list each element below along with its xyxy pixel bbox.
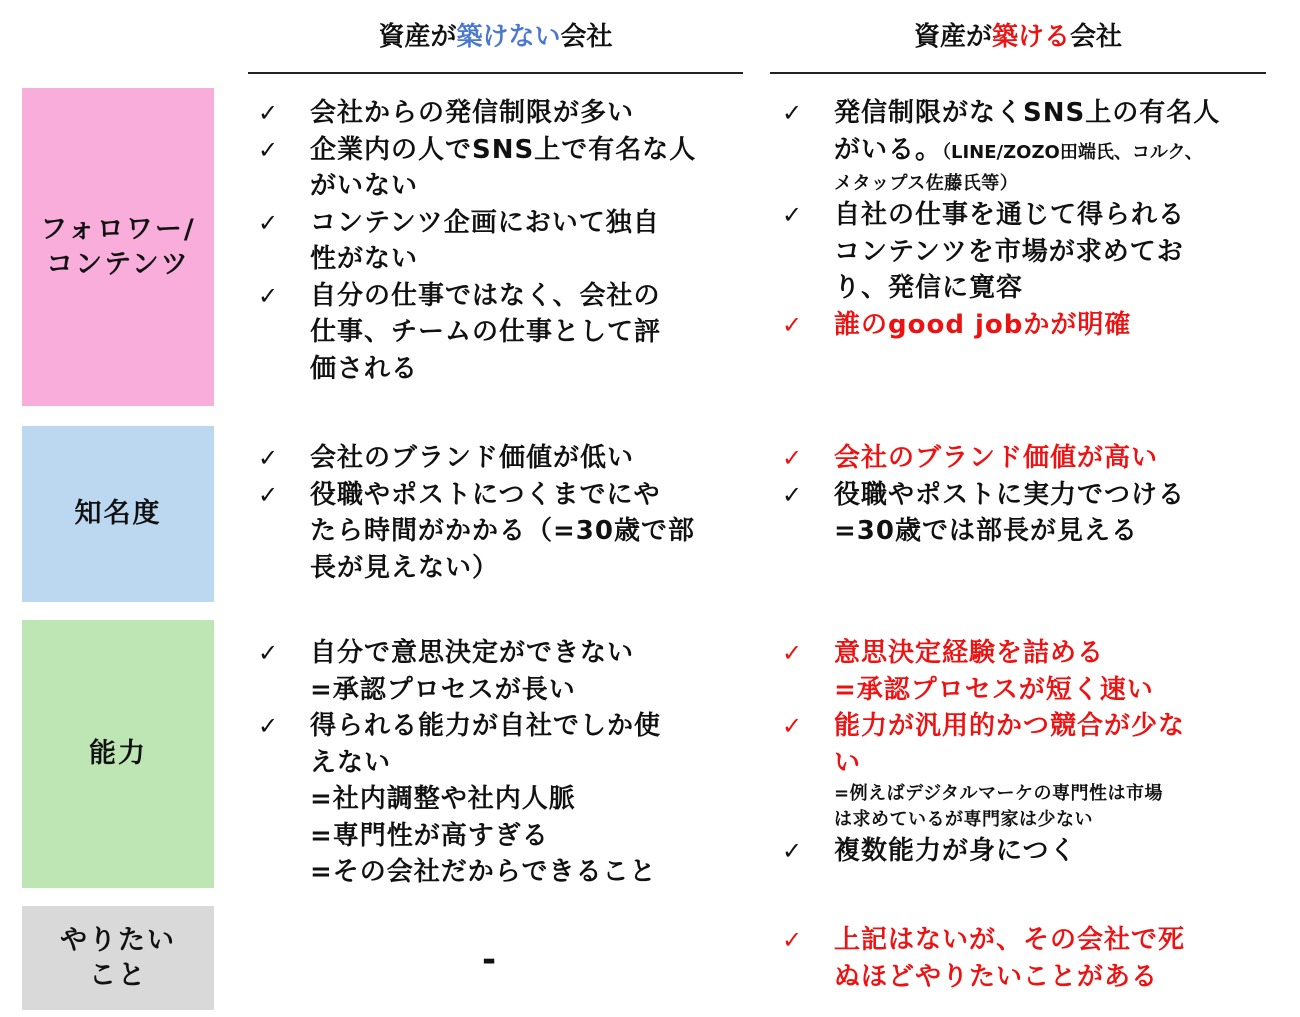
row4-left-dash: - <box>482 940 497 980</box>
header-right-rule <box>770 72 1266 74</box>
list-item <box>258 708 738 891</box>
item-text: 誰のgood jobかが明確 <box>834 309 1132 340</box>
check-icon: ✓ <box>782 99 803 127</box>
item-text: 複数能力が身につく <box>834 836 1077 866</box>
row3-left-list <box>258 635 738 891</box>
header-right-suffix: 会社 <box>1070 22 1123 52</box>
item-text: 得られる能力が自社でしか使 えない =社内調整や社内人脈 =専門性が高すぎる =その会社だからできること <box>310 711 662 887</box>
check-icon: ✓ <box>258 639 279 667</box>
check-icon: ✓ <box>782 444 803 472</box>
header-right-highlight: 築ける <box>991 22 1070 52</box>
list-item <box>782 833 1272 870</box>
list-item-highlighted <box>782 307 1272 344</box>
check-icon: ✓ <box>258 135 279 164</box>
row-label-ability: 能力 <box>22 620 214 888</box>
header-left-prefix: 資産が <box>378 22 457 52</box>
check-icon: ✓ <box>258 444 279 472</box>
item-text: コンテンツ企画において独自 性がない <box>310 207 660 274</box>
item-text: 発信制限がなくSNS上の有名人 がいる。 <box>834 98 1221 165</box>
check-icon: ✓ <box>258 99 279 127</box>
list-item-highlighted <box>782 708 1272 833</box>
row-label-followers-contents: フォロワー/ コンテンツ <box>22 88 214 406</box>
header-left-rule <box>248 72 743 74</box>
header-build-assets <box>770 16 1266 53</box>
check-icon: ✓ <box>782 639 803 667</box>
row-label-recognition: 知名度 <box>22 426 214 602</box>
check-icon: ✓ <box>782 310 803 339</box>
check-icon: ✓ <box>258 281 279 310</box>
row-label-want-to-do: やりたい こと <box>22 906 214 1010</box>
item-note: （LINE/ZOZO田端氏、コルク、 <box>942 141 1203 163</box>
list-item <box>782 95 1272 197</box>
item-text: 意思決定経験を詰める =承認プロセスが短く速い <box>834 638 1154 705</box>
check-icon: ✓ <box>258 480 279 509</box>
header-left-suffix: 会社 <box>560 22 613 52</box>
item-note-continued: メタップス佐藤氏等） <box>834 173 1019 194</box>
item-text: 上記はないが、その会社で死 ぬほどやりたいことがある <box>834 925 1186 992</box>
item-text: 自分の仕事ではなく、会社の 仕事、チームの仕事として評 価される <box>310 280 662 384</box>
list-item-highlighted <box>782 635 1272 708</box>
list-item-highlighted <box>782 440 1272 477</box>
check-icon: ✓ <box>258 712 279 740</box>
item-text: 自社の仕事を通じて得られる コンテンツを市場が求めてお り、発信に寛容 <box>834 200 1186 303</box>
item-subnote: =例えばデジタルマーケの専門性は市場 は求めているが専門家は少ない <box>834 783 1164 830</box>
header-not-build-assets <box>248 16 743 53</box>
list-item <box>258 635 738 708</box>
list-item <box>258 205 738 278</box>
item-text: 会社のブランド価値が高い <box>834 443 1159 473</box>
item-text: 会社からの発信制限が多い <box>310 98 635 128</box>
check-icon: ✓ <box>782 201 803 229</box>
header-left-highlight: 築けない <box>456 22 561 52</box>
header-right-prefix: 資産が <box>913 22 992 52</box>
row2-left-list <box>258 440 738 586</box>
row2-right-list <box>782 440 1272 550</box>
row4-right-list <box>782 922 1272 995</box>
item-text: 能力が汎用的かつ競合が少な い <box>834 711 1186 778</box>
item-text: 企業内の人でSNS上で有名な人 がいない <box>310 134 697 201</box>
list-item-highlighted <box>782 922 1272 995</box>
row1-right-list <box>782 95 1272 343</box>
list-item <box>258 95 738 132</box>
list-item <box>258 132 738 205</box>
check-icon: ✓ <box>782 926 803 954</box>
item-text: 役職やポストに実力でつける =30歳では部長が見える <box>834 479 1186 546</box>
list-item <box>258 278 738 388</box>
row1-left-list <box>258 95 738 387</box>
item-text: 自分で意思決定ができない =承認プロセスが長い <box>310 638 635 705</box>
list-item <box>258 477 738 587</box>
list-item <box>258 440 738 477</box>
item-text: 役職やポストにつくまでにや たら時間がかかる（=30歳で部 長が見えない） <box>310 479 695 583</box>
check-icon: ✓ <box>782 837 803 865</box>
check-icon: ✓ <box>782 712 803 740</box>
item-text: 会社のブランド価値が低い <box>310 443 635 473</box>
check-icon: ✓ <box>782 480 803 509</box>
check-icon: ✓ <box>258 208 279 237</box>
row3-right-list <box>782 635 1272 870</box>
list-item <box>782 477 1272 550</box>
list-item <box>782 197 1272 307</box>
